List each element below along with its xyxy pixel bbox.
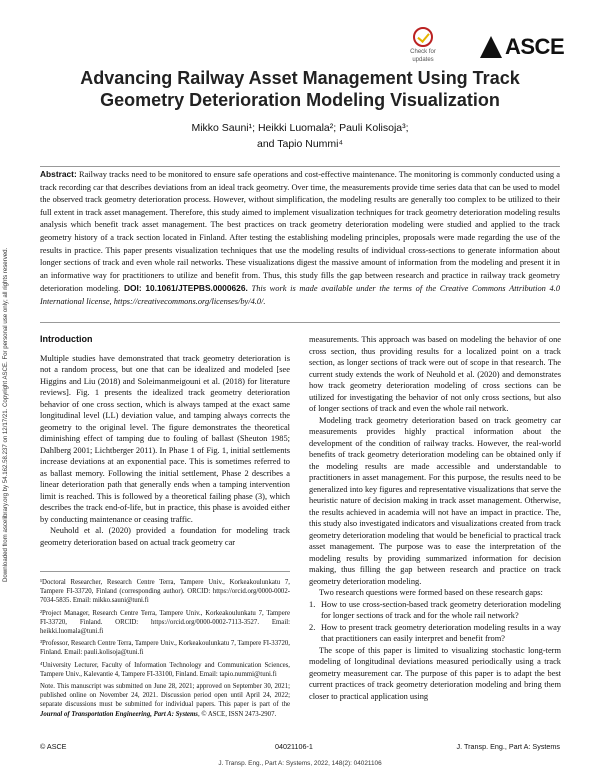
- check-for-updates-badge[interactable]: [403, 27, 443, 67]
- abstract-block: [40, 168, 560, 309]
- right-column: [309, 334, 561, 702]
- abstract-bottom-rule: [40, 322, 560, 323]
- left-column: [40, 334, 290, 548]
- footnote-3: ³Professor, Research Centre Terra, Tampere Univ., Korkeakoulunkatu 7, Tampere FI-33720, Finland. Email: pauli.kolisoja@tuni.fi: [40, 640, 290, 657]
- footnote-2: ²Project Manager, Research Centre Terra, Tampere Univ., Korkeakoulunkatu 7, Tampere FI-33720, Finland. ORCID: https://orcid.org/0000-0002-7113-3527. Email: heikki.luomala@tuni.fi: [40, 609, 290, 636]
- paper-title: [40, 67, 560, 111]
- citation-line: J. Transp. Eng., Part A: Systems, 2022, 148(2): 04021106: [218, 760, 382, 767]
- asce-logo: [480, 34, 570, 60]
- abstract-text: Railway tracks need to be monitored to ensure safe operations and cost-effective maintenance. The monitoring is commonly conducted using a track recording car that describes deviations from an ideal track geometry. Over time, the measurements provide time series data that can be used to model the observed track geometry deterioration process. However, without simplification, the modeling results are generally too complex to be utilized to their full extent in track asset management. Therefore, this study aimed to implement visualization techniques for track geometry deterioration modeling results analysis which benefit track asset management. The best practices on track geometry deterioration modeling were studied and applied to the track geometry history of a track section located in Finland. After testing the establishing modeling principles, proposals were made regarding the use of the results in practice. This paper presents visualization techniques that use the modeling results of individual cross-sections to generate information about longer sections of track and even whole rail networks. These visualizations digest the massive amount of information from the modeling and present it in an informative way for practitioners to utilize and benefit from. Thus, this study fills the gap between research and practice in railway track geometry deterioration modeling.: [40, 170, 561, 294]
- author-footnotes: [40, 571, 290, 719]
- asce-triangle-icon: [480, 36, 502, 58]
- right-paragraph-4: The scope of this paper is limited to visualizing stochastic long-term modeling of longitudinal deviations measured periodically using a track geometry measurement car. The purpose of this paper is to adapt the best current practices of track geometry deterioration modeling and bring them closer to practical application using: [309, 645, 561, 701]
- doi-label: DOI:: [123, 283, 142, 294]
- footer-page-id: 04021106-1: [275, 742, 313, 751]
- asce-wordmark: ASCE: [505, 34, 565, 59]
- right-paragraph-3: Two research questions were formed based on these research gaps:: [319, 588, 543, 597]
- author-list: [100, 120, 500, 152]
- right-paragraph-2: Modeling track geometry deterioration based on track geometry car measurements provides highly practical information about the development of the condition of railway tracks. However, the real-world benefits of track geometry deterioration modeling can be obtained only if the modeling results are made accessible and understandable to practitioners in asset management. For this purpose, the results need to be generalized into key figures and representative visualizations that serve the heuristic nature of decision making in track asset management. Otherwise, the results achieved in academia will not have an impact in practice. The, this study also investigated indicators and visualizations created from track geometry deterioration modeling that would be beneficial to practical track asset management. The purpose was to ease the interpretation of the modeling results by providing summarized information for decision making, thus filling the gap between research and practice on track geometry deterioration modeling.: [309, 415, 561, 586]
- intro-paragraph-2: Neuhold et al. (2020) provided a foundation for modeling track geometry deterioration based on actual track geometry car: [40, 526, 290, 547]
- intro-paragraph-1: Multiple studies have demonstrated that track geometry deterioration is not a random process, but one that can be idealized and modeled [see Higgins and Liu (2018) and Soleimanmeigouni et al. (2018) for literature reviews]. Fig. 1 presents the idealized track geometry deterioration behavior of one cross section, which is always tamped at the exact same longitudinal level (LL) deviation value, and tamping always corrects the geometry to the original level. The figure demonstrates the theoretical diminishing effect of tamping due to fouling of ballast (Sheuton 1985; Dahlberg 2001; Lichtberger 2011). In Phase 1 of Fig. 1, initial settlements increase deviations at an exponential pace. This is sometimes referred to as ballast memory. Following the initial settlement, Phase 2 describes a linear deterioration path that generally ends when a tamping intervention limit is reached. This is followed by a theoretical failing phase (3), which describes the track end-of-life, but in practice, this phase is avoided either by conducting maintenance or ceasing traffic.: [40, 353, 290, 524]
- badge-line2: updates: [412, 57, 434, 63]
- check-icon: [413, 27, 433, 47]
- doi-link[interactable]: 10.1061/JTEPBS.0000626.: [145, 283, 248, 294]
- research-question-2: 2. How to present track geometry deterioration modeling results in a way that practitioners can easily interpret and benefit from?: [309, 622, 561, 643]
- footer-journal: J. Transp. Eng., Part A: Systems: [456, 742, 560, 751]
- title-line2: Geometry Deterioration Modeling Visualization: [100, 90, 500, 110]
- license-text: This work is made available under the terms of the Creative Commons Attribution 4.0 International license, https://creativecommons.org/licenses/by/4.0/.: [40, 284, 561, 306]
- abstract-label: Abstract:: [40, 169, 77, 179]
- abstract-top-rule: [40, 166, 560, 167]
- page-footer: [40, 742, 560, 754]
- badge-line1: Check for: [410, 49, 436, 55]
- title-line1: Advancing Railway Asset Management Using Track: [80, 68, 520, 88]
- authors-line2: and Tapio Nummi⁴: [256, 138, 344, 150]
- research-question-1: 1. How to use cross-section-based track geometry deterioration modeling for longer sections of track and for the whole rail network?: [309, 599, 561, 620]
- footnote-4: ⁴University Lecturer, Faculty of Information Technology and Communication Sciences, Tampere Univ., Kalevantie 4, Tampere FI-33100, Finland. Email: tapio.nummi@tuni.fi: [40, 661, 290, 678]
- authors-line1: Mikko Sauni¹; Heikki Luomala²; Pauli Kolisoja³;: [191, 122, 409, 134]
- submission-note: Note. This manuscript was submitted on June 28, 2021; approved on September 30, 2021; published online on November 24, 2021. Discussion period open until April 24, 2022; separate discussions must be submitted for individual papers. This paper is part of the Journal of Transportation Engineering, Part A: Systems, © ASCE, ISSN 2473-2907.: [40, 683, 290, 718]
- download-notice: Downloaded from ascelibrary.org by 54.162.58.237 on 12/17/21. Copyright ASCE. For personal use only; all rights reserved.: [2, 247, 9, 583]
- right-paragraph-1: measurements. This approach was based on modeling the behavior of one cross section, thus providing results for a localized point on a track section, as longer sections of track were out of scope in that research. The current study extends the work of Neuhold et al. (2020) and demonstrates how track geometry deterioration modeling of cross sections can be utilized for investigating the behavior of not only cross sections, but also of longer sections of track and even the whole rail network.: [309, 335, 561, 413]
- research-questions: [309, 599, 561, 645]
- introduction-heading: Introduction: [40, 334, 93, 344]
- journal-name: Journal of Transportation Engineering, Part A: Systems: [40, 710, 198, 718]
- footer-copyright: © ASCE: [40, 742, 67, 751]
- footnote-1: ¹Doctoral Researcher, Research Centre Terra, Tampere Univ., Korkeakoulunkatu 7, Tampere FI-33720, Finland (corresponding author). ORCID: https://orcid.org/0000-0002-7034-5835. Email: mikko.sauni@tuni.fi: [40, 579, 290, 605]
